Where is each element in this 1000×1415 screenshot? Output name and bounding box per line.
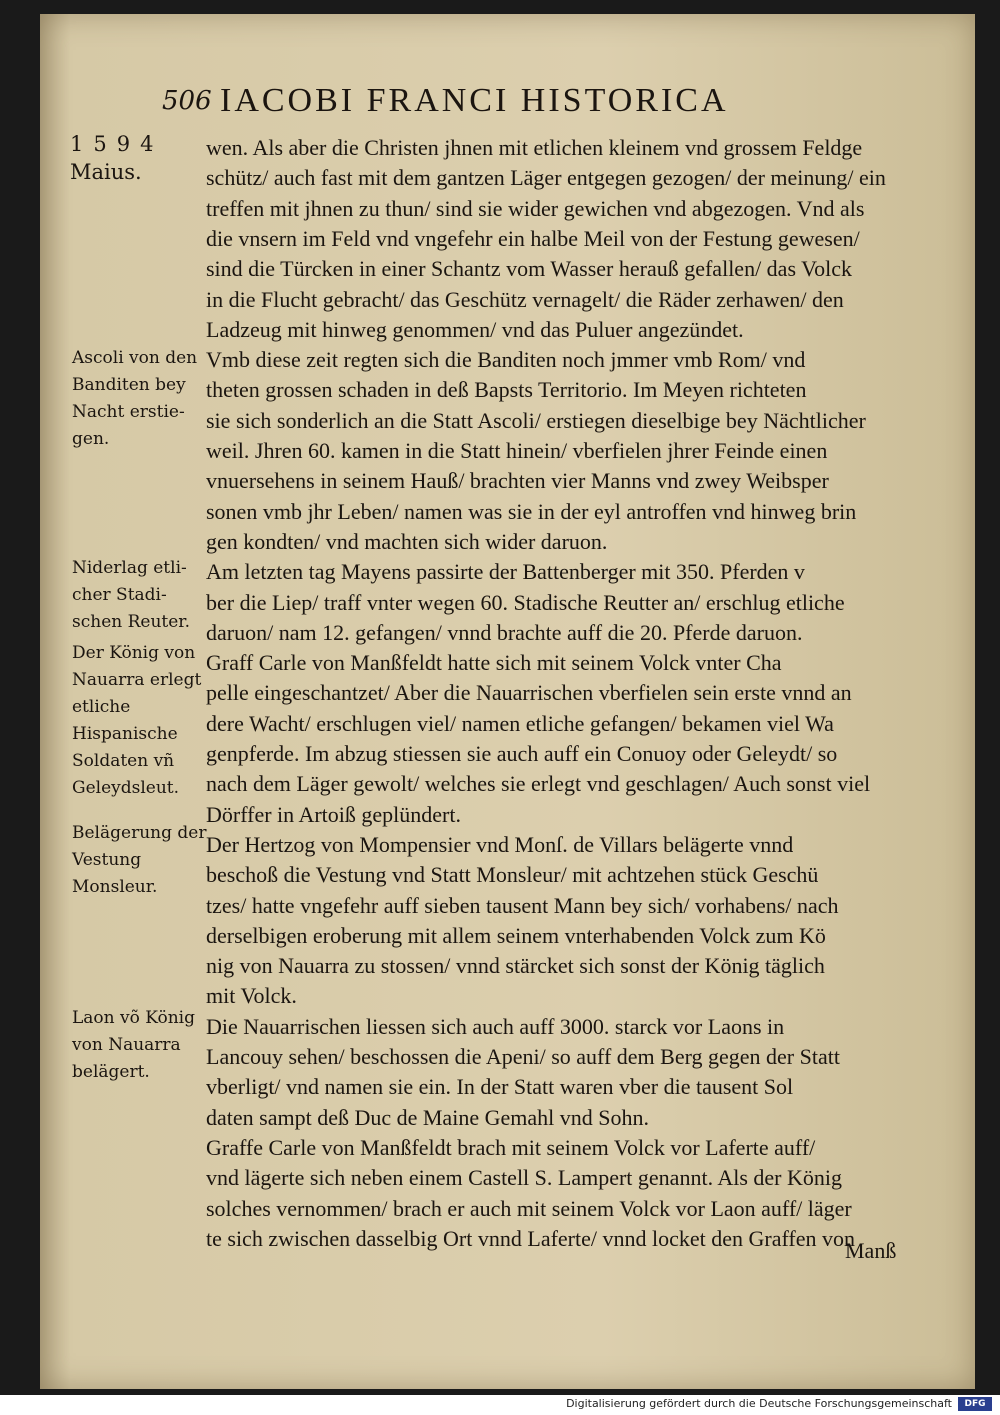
footer-credit: Digitalisierung gefördert durch die Deutsche Forschungsgemeinschaft — [566, 1397, 952, 1410]
page-number: 506 — [162, 86, 212, 116]
body-line: derselbigen eroberung mit allem seinem vnterhabenden Volck zum Kö — [206, 922, 826, 948]
catchword: Manß — [845, 1238, 897, 1263]
body-line: Am letzten tag Mayens passirte der Battenberger mit 350. Pferden v — [206, 559, 805, 585]
body-line: vnuersehens in seinem Hauß/ brachten vier Manns vnd zwey Weibsper — [206, 468, 829, 494]
body-line: beschoß die Vestung vnd Statt Monsleur/ mit achtzehen stück Geschü — [206, 862, 819, 888]
body-line: Der Hertzog von Mompensier vnd Monſ. de Villars belägerte vnnd — [206, 831, 794, 857]
running-title: IACOBI FRANCI HISTORICA — [220, 82, 729, 119]
body-line: Graff Carle von Manßfeldt hatte sich mit seinem Volck vnter Cha — [206, 650, 782, 676]
body-line: vnd lägerte sich neben einem Castell S. Lampert genannt. Als der König — [206, 1165, 843, 1191]
body-line: pelle eingeschantzet/ Aber die Nauarrischen vberfielen sein erste vnnd an — [206, 680, 852, 706]
body-line: sind die Türcken in einer Schantz vom Wasser herauß gefallen/ das Volck — [206, 256, 853, 282]
body-line: daruon/ nam 12. gefangen/ vnnd brachte auff die 20. Pferde daruon. — [206, 619, 803, 645]
margin-note-laon: Laon võ König von Nauarra belägert. — [72, 1008, 196, 1082]
body-line: vberligt/ vnd namen sie ein. In der Statt waren vber die tausent Sol — [206, 1074, 794, 1100]
body-line: schütz/ auch fast mit dem gantzen Läger entgegen gezogen/ der meinung/ ein — [206, 165, 886, 191]
body-line: ber die Liep/ traff vnter wegen 60. Stadische Reutter an/ erschlug etliche — [206, 589, 845, 615]
body-line: in die Flucht gebracht/ das Geschütz vernagelt/ die Räder zerhawen/ den — [206, 286, 844, 312]
page-header — [160, 82, 880, 122]
margin-note-ascoli: Ascoli von den Banditen bey Nacht erstiegen. — [72, 348, 198, 449]
body-line: Ladzeug mit hinweg genommen/ vnd das Puluer angezündet. — [206, 316, 744, 342]
body-line: nig von Nauarra zu stossen/ vnnd stärcket sich sonst der König täglich — [206, 953, 825, 979]
body-line: wen. Als aber die Christen jhnen mit etlichen kleinem vnd grossem Feldge — [206, 135, 863, 160]
body-line: Graffe Carle von Manßfeldt brach mit seinem Volck vor Laferte auff/ — [206, 1134, 816, 1160]
footer-bar — [0, 1395, 1000, 1415]
body-line: Vmb diese zeit regten sich die Banditen noch jmmer vmb Rom/ vnd — [206, 347, 806, 373]
body-line: Dörffer in Artoiß geplündert. — [206, 801, 461, 827]
margin-note-koenig: Der König von Nauarra erlegt etliche Hispanische Soldaten vñ Geleydsleut. — [72, 643, 202, 798]
body-line: weil. Jhren 60. kamen in die Statt hinein/ vberfielen jhrer Feinde einen — [206, 438, 828, 463]
margin-month: Maius. — [70, 160, 142, 184]
body-line: genpferde. Im abzug stiessen sie auch auff ein Conuoy oder Geleydt/ so — [206, 741, 838, 766]
body-line: dere Wacht/ erschlugen viel/ namen etliche gefangen/ bekamen viel Wa — [206, 710, 834, 736]
body-line: Die Nauarrischen liessen sich auch auff 3000. starck vor Laons in — [206, 1013, 785, 1039]
body-line: tzes/ hatte vngefehr auff sieben tausent Mann bey sich/ vorhabens/ nach — [206, 892, 839, 918]
body-line: solches vernommen/ brach er auch mit seinem Volck vor Laon auff/ läger — [206, 1195, 852, 1221]
body-line: nach dem Läger gewolt/ welches sie erlegt vnd geschlagen/ Auch sonst viel — [206, 771, 871, 797]
body-line: theten grossen schaden in deß Bapsts Territorio. Im Meyen richteten — [206, 377, 807, 403]
body-line: daten sampt deß Duc de Maine Gemahl vnd Sohn. — [206, 1104, 649, 1130]
body-line: mit Volck. — [206, 983, 297, 1009]
body-line: gen kondten/ vnd machten sich wider daruon. — [206, 528, 608, 554]
margin-note-niderlag: Niderlag etlicher Stadischen Reuter. — [72, 558, 190, 632]
body-line: sonen vmb jhr Leben/ namen was sie in der eyl antroffen vnd hinweg brin — [206, 498, 857, 524]
body-line: sie sich sonderlich an die Statt Ascoli/ erstiegen dieselbige bey Nächtlicher — [206, 407, 866, 433]
body-line: te sich zwischen dasselbig Ort vnnd Laferte/ vnnd locket den Graffen von — [206, 1225, 855, 1251]
body-line: die vnsern im Feld vnd vngefehr ein halbe Meil von der Festung gewesen/ — [206, 225, 860, 251]
body-line: treffen mit jhnen zu thun/ sind sie wider gewichen vnd abgezogen. Vnd als — [206, 195, 865, 221]
body-line: Lancouy sehen/ beschossen die Apeni/ so auff dem Berg gegen der Statt — [206, 1044, 840, 1069]
dfg-logo-icon: DFG — [958, 1397, 992, 1411]
margin-year: 1594 — [70, 132, 164, 156]
margin-note-belaegerung: Belägerung der Vestung Monsleur. — [72, 823, 207, 897]
